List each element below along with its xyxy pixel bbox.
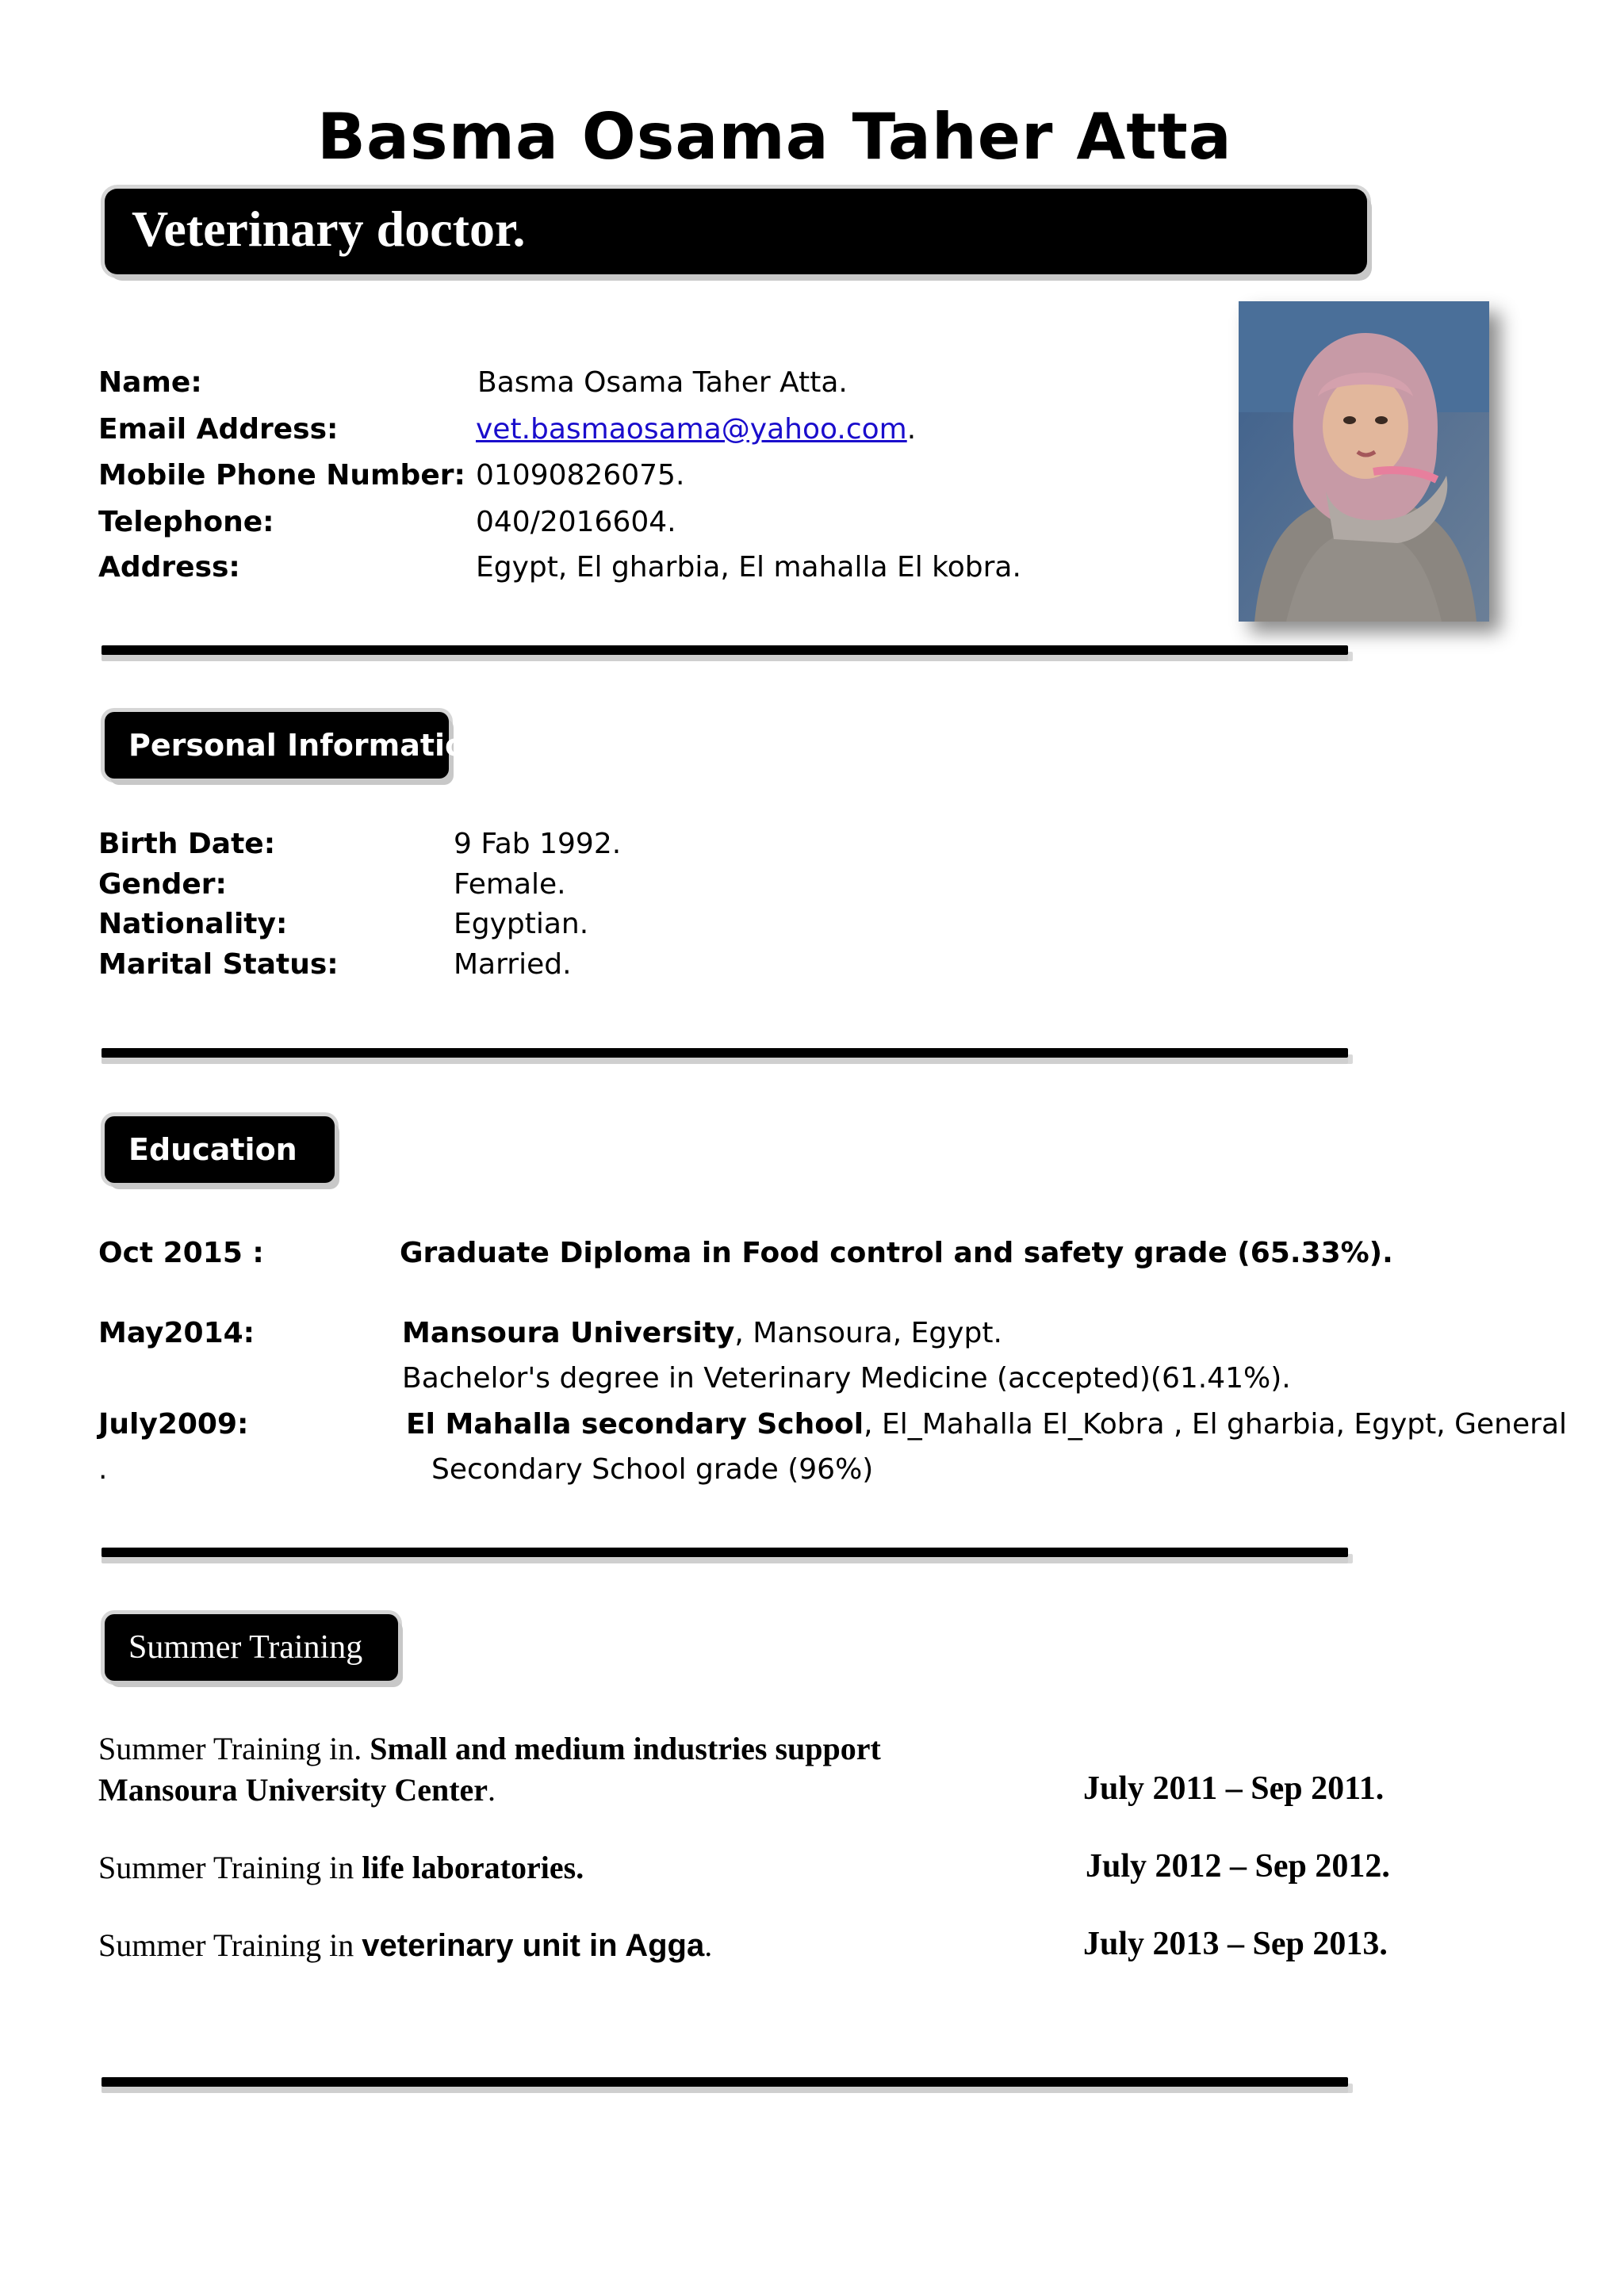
gender-value: Female. xyxy=(454,868,566,901)
training-date-2: July 2012 – Sep 2012. xyxy=(1086,1848,1390,1885)
cv-name-title: Basma Osama Taher Atta xyxy=(317,100,1232,174)
nationality-value: Egyptian. xyxy=(454,908,589,940)
training-date-3: July 2013 – Sep 2013. xyxy=(1083,1926,1388,1962)
education-dot-3: . xyxy=(98,1453,108,1486)
telephone-value: 040/2016604. xyxy=(476,506,676,538)
email-label: Email Address: xyxy=(98,413,339,446)
telephone-label: Telephone: xyxy=(98,506,274,538)
divider-3 xyxy=(102,1548,1348,1557)
address-label: Address: xyxy=(98,551,240,584)
training-place-2: life laboratories. xyxy=(362,1850,584,1885)
education-heading: Education xyxy=(105,1116,335,1183)
email-value xyxy=(476,415,916,444)
education-entry-2 xyxy=(402,1319,1002,1348)
training-place-1-cont: Mansoura University Center xyxy=(98,1772,488,1808)
name-label: Name: xyxy=(98,366,202,399)
birth-date-value: 9 Fab 1992. xyxy=(454,828,622,860)
education-degree-2: Bachelor's degree in Veterinary Medicine (accepted)(61.41%). xyxy=(402,1362,1291,1395)
education-place-2: , Mansoura, Egypt. xyxy=(734,1317,1002,1349)
gender-label: Gender: xyxy=(98,868,227,901)
profile-photo-drawing xyxy=(1239,301,1489,622)
training-suffix-1: . xyxy=(488,1772,496,1808)
divider-1 xyxy=(102,645,1348,655)
personal-info-heading: Personal Information xyxy=(105,712,449,779)
birth-date-label: Birth Date: xyxy=(98,828,276,860)
email-link[interactable]: vet.basmaosama@yahoo.com xyxy=(476,413,907,446)
training-place-1: Small and medium industries support xyxy=(370,1731,881,1766)
training-prefix-3: Summer Training in xyxy=(98,1927,362,1963)
training-prefix-1: Summer Training in. xyxy=(98,1731,370,1766)
education-school-3: El Mahalla secondary School xyxy=(406,1408,864,1441)
education-entry-3 xyxy=(406,1410,1567,1439)
education-place-3: , El_Mahalla El_Kobra , El gharbia, Egypt, General xyxy=(864,1408,1567,1441)
name-value: Basma Osama Taher Atta. xyxy=(477,366,848,399)
training-place-3: veterinary unit in Agga xyxy=(362,1928,705,1963)
education-date-3: July2009: xyxy=(98,1408,249,1441)
training-entry-1-line-2 xyxy=(98,1771,496,1808)
nationality-label: Nationality: xyxy=(98,908,288,940)
mobile-label: Mobile Phone Number: xyxy=(98,459,465,492)
education-grade-3: Secondary School grade (96%) xyxy=(431,1453,874,1486)
divider-2 xyxy=(102,1048,1348,1058)
address-value: Egypt, El gharbia, El mahalla El kobra. xyxy=(476,551,1021,584)
training-entry-1 xyxy=(98,1730,881,1767)
training-entry-3 xyxy=(98,1927,712,1964)
education-school-2: Mansoura University xyxy=(402,1317,735,1349)
marital-status-value: Married. xyxy=(454,948,572,981)
training-entry-2 xyxy=(98,1849,584,1886)
education-date-2: May2014: xyxy=(98,1317,255,1349)
education-date-1: Oct 2015 : xyxy=(98,1237,264,1269)
education-entry-1: Graduate Diploma in Food control and safety grade (65.33%). xyxy=(400,1237,1393,1269)
marital-status-label: Marital Status: xyxy=(98,948,339,981)
training-suffix-3: . xyxy=(704,1927,713,1963)
mobile-value: 01090826075. xyxy=(476,459,685,492)
email-suffix: . xyxy=(906,413,917,446)
divider-4 xyxy=(102,2077,1348,2087)
training-prefix-2: Summer Training in xyxy=(98,1850,362,1885)
summer-training-heading: Summer Training xyxy=(105,1614,398,1681)
training-date-1: July 2011 – Sep 2011. xyxy=(1083,1770,1385,1807)
profession-banner: Veterinary doctor. xyxy=(105,189,1367,274)
profile-photo xyxy=(1239,301,1489,622)
